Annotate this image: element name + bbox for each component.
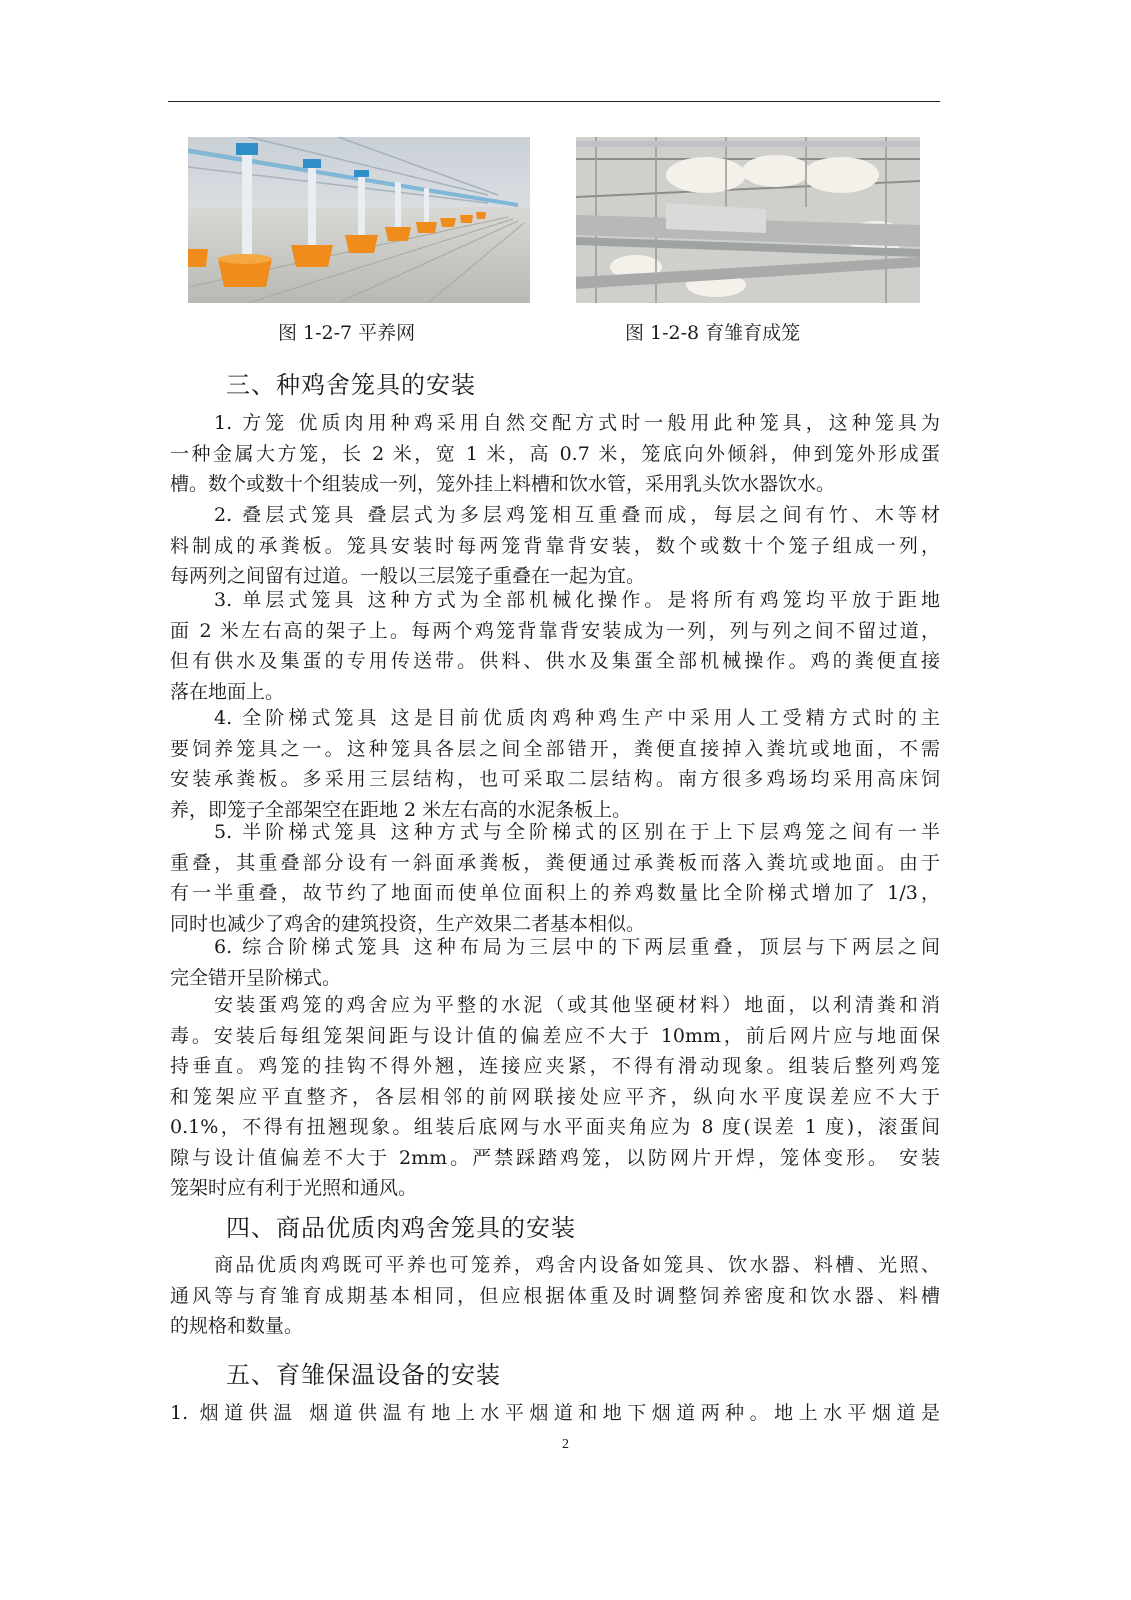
section-heading-3: 三、种鸡舍笼具的安装: [226, 371, 476, 399]
paragraph: [170, 990, 940, 1204]
text-line: 笼架时应有利于光照和通风。: [170, 1177, 418, 1199]
header-rule: [168, 101, 940, 102]
section-heading-4: 四、商品优质肉鸡舍笼具的安装: [226, 1214, 576, 1242]
text-line: 安装蛋鸡笼的鸡舍应为平整的水泥（或其他坚硬材料）地面，以利清粪和消: [214, 994, 940, 1016]
figure-caption-2: 图 1-2-8 育雏育成笼: [625, 322, 801, 344]
text-line: 3. 单层式笼具 这种方式为全部机械化操作。是将所有鸡笼均平放于距地: [214, 589, 940, 611]
paragraph: [170, 932, 940, 993]
page-number: 2: [562, 1437, 569, 1452]
text-line: 同时也减少了鸡舍的建筑投资，生产效果二者基本相似。: [170, 912, 646, 935]
text-line: 6. 综合阶梯式笼具 这种布局为三层中的下两层重叠，顶层与下两层之间: [214, 936, 940, 958]
text-line: 每两列之间留有过道。一般以三层笼子重叠在一起为宜。: [170, 565, 646, 587]
text-line: 5. 半阶梯式笼具 这种方式与全阶梯式的区别在于上下层鸡笼之间有一半: [214, 821, 940, 843]
text-line: 1. 方笼 优质肉用种鸡采用自然交配方式时一般用此种笼具，这种笼具为: [214, 412, 940, 434]
section-heading-5: 五、育雏保温设备的安装: [226, 1361, 501, 1389]
text-line: 2. 叠层式笼具 叠层式为多层鸡笼相互重叠而成，每层之间有竹、木等材: [214, 504, 940, 526]
figure-brooding-cage-photo: [576, 137, 920, 303]
text-line: 0.1%，不得有扭翘现象。组装后底网与水平面夹角应为 8 度(误差 1 度)，滚蛋间: [170, 1116, 940, 1138]
text-line: 4. 全阶梯式笼具 这是目前优质肉鸡种鸡生产中采用人工受精方式时的主: [214, 707, 940, 729]
text-line: 一种金属大方笼，长 2 米，宽 1 米，高 0.7 米，笼底向外倾斜，伸到笼外形成蛋: [170, 442, 940, 465]
text-line: 重叠，其重叠部分设有一斜面承粪板，粪便通过承粪板而落入粪坑或地面。由于: [170, 851, 940, 874]
text-line: 料制成的承粪板。笼具安装时每两笼背靠背安装，数个或数十个笼子组成一列，: [170, 534, 940, 557]
paragraph: [170, 408, 940, 500]
text-line: 要饲养笼具之一。这种笼具各层之间全部错开，粪便直接掉入粪坑或地面，不需: [170, 737, 940, 760]
text-line: 和笼架应平直整齐，各层相邻的前网联接处应平齐，纵向水平度误差应不大于: [170, 1085, 940, 1108]
paragraph: [170, 817, 940, 939]
text-line: 持垂直。鸡笼的挂钩不得外翘，连接应夹紧，不得有滑动现象。组装后整列鸡笼: [170, 1055, 940, 1077]
paragraph: [170, 1398, 940, 1429]
text-line: 养，即笼子全部架空在距地 2 米左右高的水泥条板上。: [170, 798, 632, 821]
text-line: 隙与设计值偏差不大于 2mm。严禁踩踏鸡笼，以防网片开焊，笼体变形。 安装: [170, 1146, 940, 1169]
text-line: 毒。安装后每组笼架间距与设计值的偏差应不大于 10mm，前后网片应与地面保: [170, 1024, 940, 1047]
text-line: 1. 烟道供温 烟道供温有地上水平烟道和地下烟道两种。地上水平烟道是: [170, 1402, 940, 1424]
paragraph: [170, 1250, 940, 1342]
text-line: 安装承粪板。多采用三层结构，也可采取二层结构。南方很多鸡场均采用高床饲: [170, 768, 940, 790]
text-line: 的规格和数量。: [170, 1315, 304, 1337]
figure-caption-1: 图 1-2-7 平养网: [278, 322, 416, 344]
text-line: 落在地面上。: [170, 680, 285, 703]
text-line: 面 2 米左右高的架子上。每两个鸡笼背靠背安装成为一列，列与列之间不留过道，: [170, 619, 940, 642]
paragraph: [170, 585, 940, 707]
text-line: 通风等与育雏育成期基本相同，但应根据体重及时调整饲养密度和饮水器、料槽: [170, 1284, 940, 1307]
figure-flat-rearing-net-photo: [188, 137, 530, 303]
paragraph: [170, 703, 940, 825]
text-line: 槽。数个或数十个组装成一列，笼外挂上料槽和饮水管，采用乳头饮水器饮水。: [170, 473, 836, 495]
text-line: 但有供水及集蛋的专用传送带。供料、供水及集蛋全部机械操作。鸡的粪便直接: [170, 650, 940, 672]
paragraph: [170, 500, 940, 592]
text-line: 商品优质肉鸡既可平养也可笼养，鸡舍内设备如笼具、饮水器、料槽、光照、: [214, 1254, 940, 1276]
text-line: 完全错开呈阶梯式。: [170, 966, 342, 989]
text-line: 有一半重叠，故节约了地面而使单位面积上的养鸡数量比全阶梯式增加了 1/3，: [170, 882, 940, 904]
